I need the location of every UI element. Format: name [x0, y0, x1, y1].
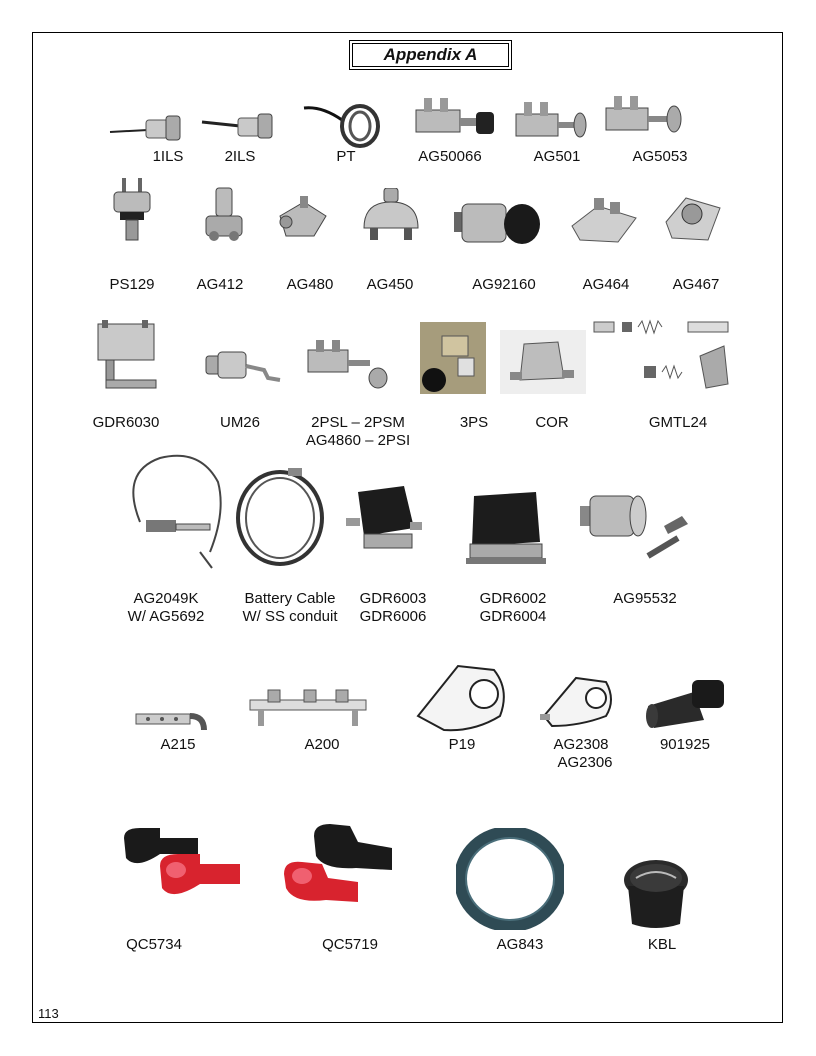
part-label: 3PS [459, 414, 489, 431]
part-image-gdr6003 [344, 478, 424, 558]
part-image-a215 [134, 704, 208, 734]
part-image-ag450 [360, 188, 422, 246]
part-image-2psl [304, 336, 390, 394]
part-label: GDR6002 [479, 590, 547, 607]
part-label: 2PSL – 2PSM [311, 414, 405, 431]
part-label: AG5053 [632, 148, 688, 165]
part-label: AG4860 – 2PSI [305, 432, 411, 449]
part-image-cor [500, 330, 586, 394]
part-label: AG467 [672, 276, 720, 293]
part-label: QC5734 [126, 936, 182, 953]
part-image-um26 [204, 346, 284, 386]
part-label: 1ILS [152, 148, 184, 165]
part-image-qc5734 [116, 826, 246, 906]
part-label: GDR6030 [92, 414, 160, 431]
part-image-ag480 [274, 196, 330, 242]
part-label: GDR6006 [359, 608, 427, 625]
part-image-battery-cable [232, 458, 328, 570]
part-label: AG464 [582, 276, 630, 293]
part-image-gmtl24 [592, 318, 740, 396]
part-label: AG2049K [133, 590, 199, 607]
part-image-ag95532 [578, 488, 694, 568]
part-label: AG50066 [418, 148, 482, 165]
part-label: W/ SS conduit [242, 608, 338, 625]
part-label: AG501 [533, 148, 581, 165]
part-image-901925 [644, 676, 730, 732]
part-image-ag412 [200, 186, 248, 248]
part-image-ag2308 [540, 670, 616, 730]
part-image-gdr6002 [462, 486, 550, 572]
part-image-kbl [620, 858, 692, 934]
part-label: PS129 [109, 276, 155, 293]
part-image-ag467 [662, 192, 724, 246]
part-image-ag2049k [120, 452, 230, 572]
part-label: AG412 [196, 276, 244, 293]
part-image-p19 [414, 660, 510, 736]
part-label: AG95532 [613, 590, 677, 607]
part-label: AG480 [286, 276, 334, 293]
part-image-pt [302, 100, 388, 150]
part-label: A200 [304, 736, 340, 753]
title-box [349, 40, 512, 70]
part-label: GMTL24 [648, 414, 708, 431]
part-image-ag843 [456, 828, 564, 930]
part-label: W/ AG5692 [127, 608, 205, 625]
part-image-ag50066 [410, 92, 500, 148]
part-image-ag92160 [452, 200, 544, 248]
part-label: AG450 [366, 276, 414, 293]
part-image-ag501 [512, 98, 592, 148]
part-image-1ils [108, 110, 188, 146]
part-image-2ils [200, 108, 280, 144]
part-label: QC5719 [322, 936, 378, 953]
part-image-ag5053 [602, 92, 688, 146]
part-label: 2ILS [224, 148, 256, 165]
part-image-3ps [420, 322, 486, 394]
part-label: UM26 [219, 414, 260, 431]
part-image-ps129 [108, 176, 158, 246]
part-label: 901925 [659, 736, 711, 753]
part-label: Battery Cable [244, 590, 336, 607]
part-label: AG2306 [557, 754, 613, 771]
part-label: AG843 [496, 936, 544, 953]
part-label: GDR6003 [359, 590, 427, 607]
part-label: COR [535, 414, 569, 431]
page-title: Appendix A [352, 43, 509, 67]
page-number: 113 [38, 1006, 59, 1021]
part-label: P19 [448, 736, 476, 753]
part-image-gdr6030 [94, 320, 164, 392]
part-image-a200 [244, 686, 374, 730]
part-label: GDR6004 [479, 608, 547, 625]
part-label: A215 [160, 736, 196, 753]
part-label: AG2308 [553, 736, 609, 753]
part-label: KBL [647, 936, 677, 953]
part-image-qc5719 [280, 822, 400, 908]
part-label: PT [336, 148, 356, 165]
part-label: AG92160 [472, 276, 536, 293]
part-image-ag464 [568, 196, 640, 246]
